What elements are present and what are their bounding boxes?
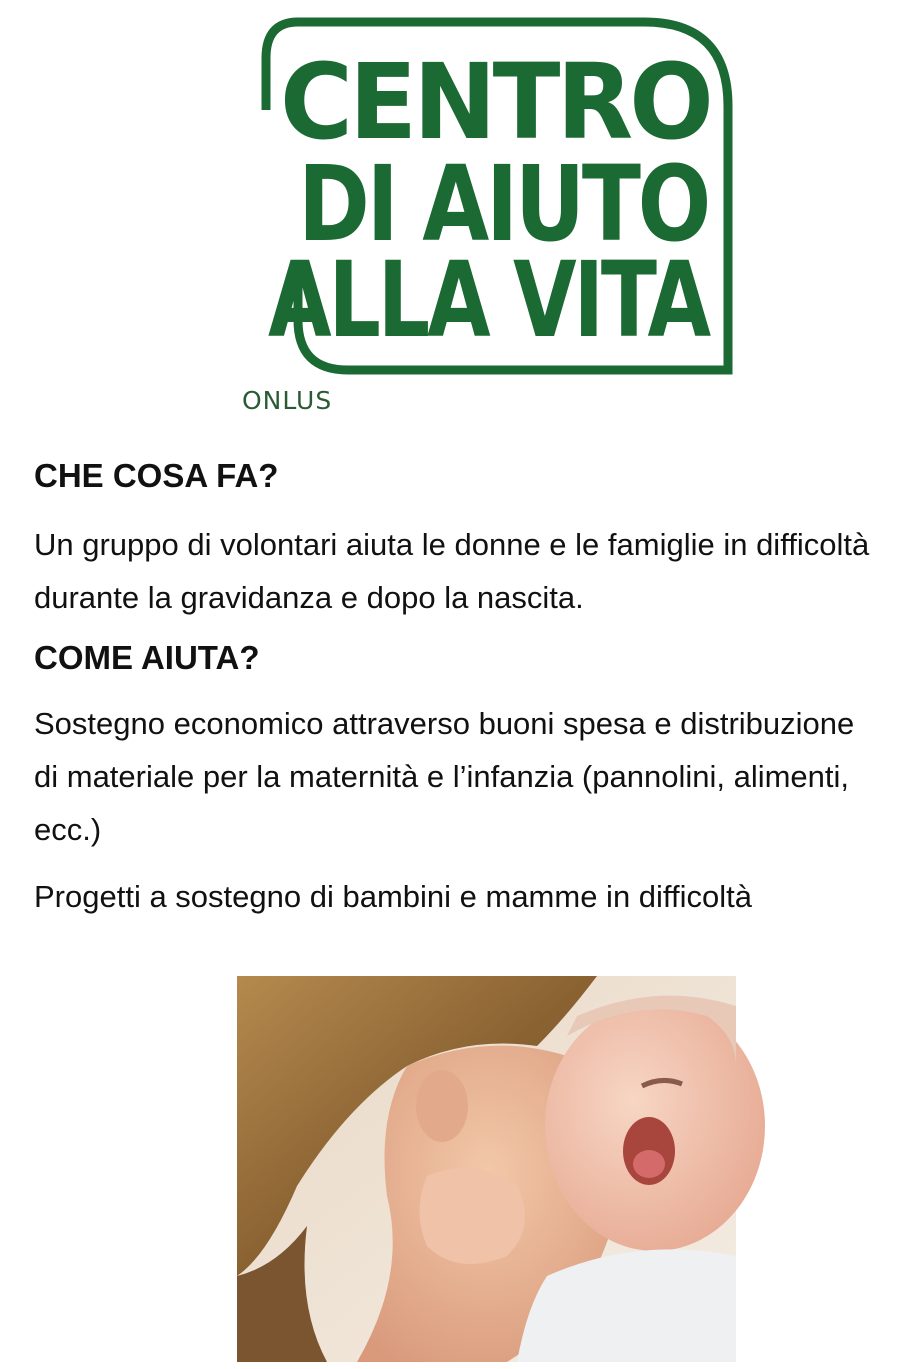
logo-graphic [246, 18, 736, 374]
logo-subtitle: ONLUS [242, 386, 333, 415]
section-heading-what: CHE COSA FA? [34, 457, 279, 494]
logo-line-3: ALLA VITA [268, 239, 711, 361]
logo [246, 18, 736, 374]
section-text-how-1: Sostegno economico attraverso buoni spesa e distribuzione di materiale per la maternità e l’infanzia (pannolini, alimenti, ecc.) [34, 706, 855, 848]
logo-line-2: DI AIUTO [298, 143, 708, 265]
section-heading-how: COME AIUTA? [34, 638, 260, 676]
section-text-what: Un gruppo di volontari aiuta le donne e le famiglie in difficoltà durante la gravidanza e dopo la nascita. [34, 526, 870, 615]
mother-and-baby-photo [237, 976, 736, 1362]
photo-illustration [237, 976, 736, 1362]
content [34, 456, 874, 923]
section-text-how-2: Progetti a sostegno di bambini e mamme in difficoltà [34, 879, 752, 915]
logo-line-1: CENTRO [280, 41, 710, 163]
